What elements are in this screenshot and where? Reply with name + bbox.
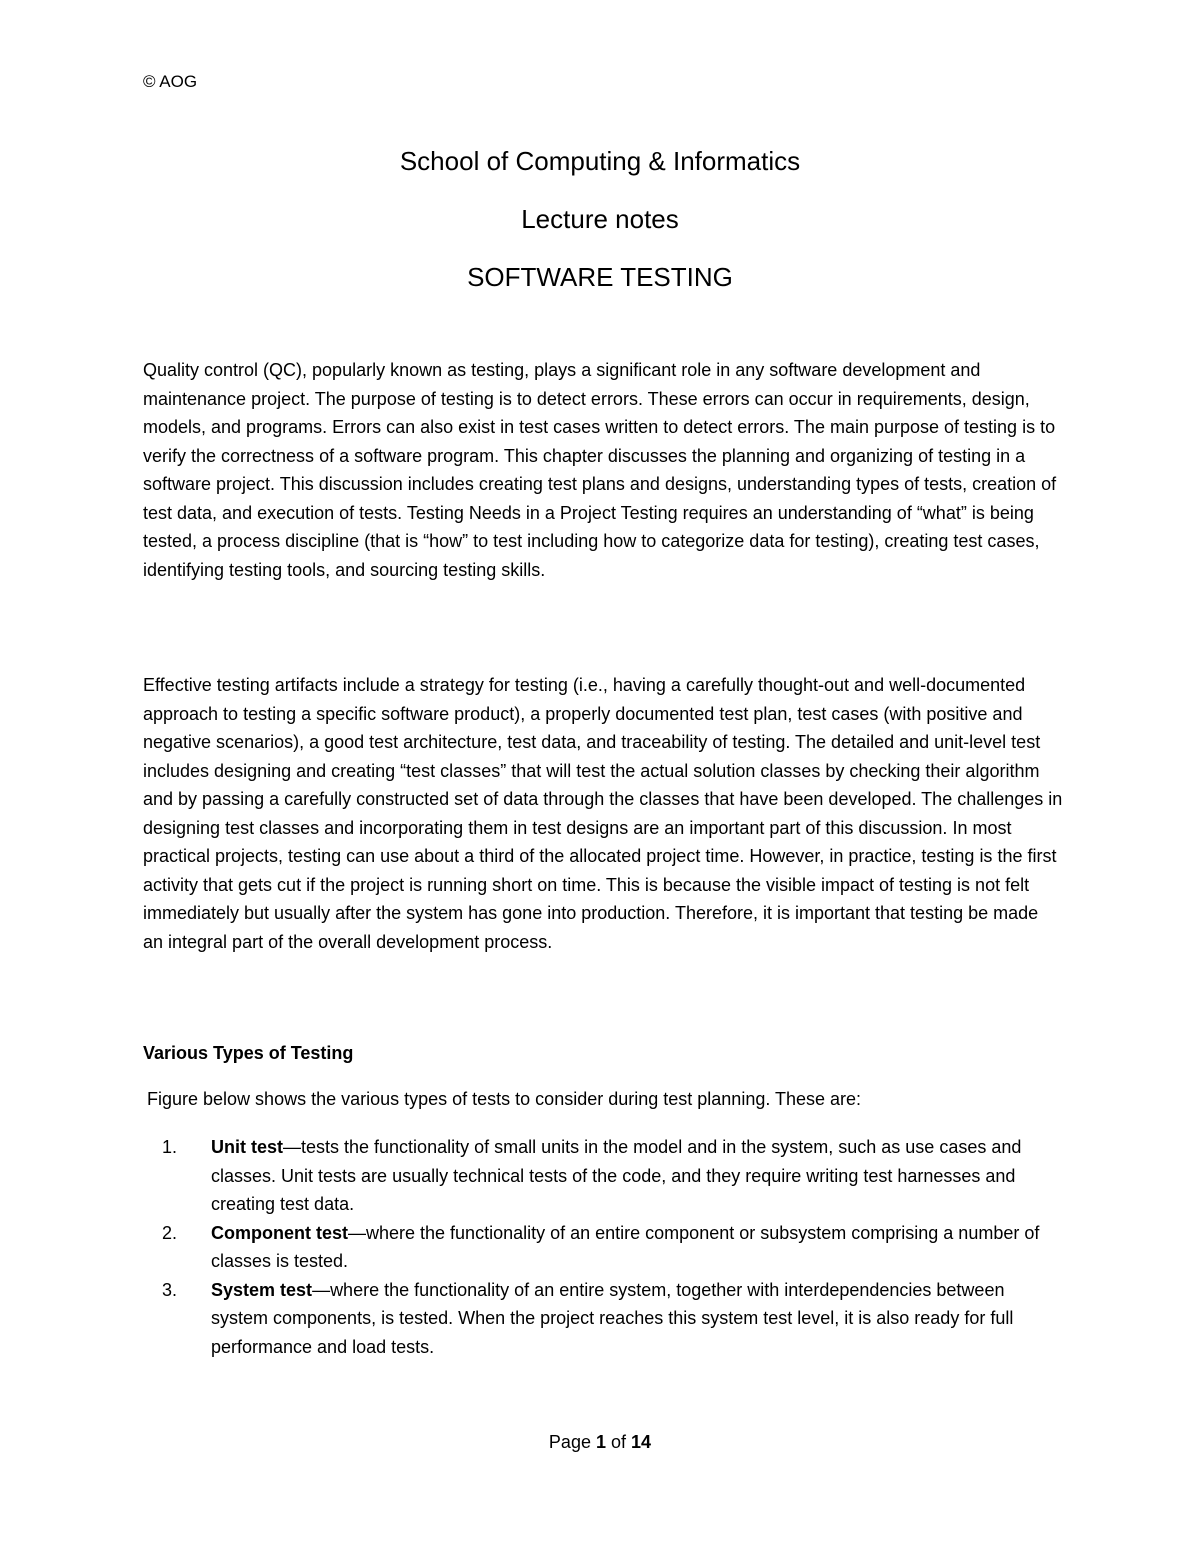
list-item-text: —tests the functionality of small units in the model and in the system, such as use cases and classes. Unit tests are usually technical tests of the code, and they require writing test harnesses and creating test data.	[211, 1137, 1022, 1214]
subject-title: SOFTWARE TESTING	[467, 262, 733, 292]
page-current-number: 1	[595, 1432, 606, 1452]
list-item-term: System test	[211, 1279, 313, 1300]
title-block	[0, 143, 1200, 317]
page-total-number: 14	[631, 1432, 652, 1452]
list-item-term: Component test	[211, 1222, 348, 1243]
copyright-header: © AOG	[143, 72, 198, 91]
testing-types-list	[143, 1133, 1063, 1361]
document-type-title: Lecture notes	[521, 204, 679, 234]
list-item	[143, 1276, 1063, 1362]
section-intro: Figure below shows the various types of tests to consider during test planning. These are:	[147, 1089, 862, 1109]
paragraph-effective-testing: Effective testing artifacts include a strategy for testing (i.e., having a carefully thought-out and well-documented approach to testing a specific software product), a properly documented test plan, test cases (with positive and negative scenarios), a good test architecture, test data, and traceability of testing. The detailed and unit-level test includes designing and creating “test classes” that will test the actual solution classes by checking their algorithm and by passing a carefully constructed set of data through the classes that have been developed. The challenges in designing test classes and incorporating them in test designs are an important part of this discussion. In most practical projects, testing can use about a third of the allocated project time. However, in practice, testing is the first activity that gets cut if the project is running short on time. This is because the visible impact of testing is not felt immediately but usually after the system has gone into production. Therefore, it is important that testing be made an integral part of the overall development process.	[143, 675, 1063, 952]
list-item-number: 3.	[162, 1279, 178, 1300]
list-item-text: —where the functionality of an entire component or subsystem comprising a number of classes is tested.	[211, 1222, 1040, 1271]
section-heading: Various Types of Testing	[143, 1043, 354, 1063]
page-of-word: of	[611, 1432, 627, 1452]
list-item-term: Unit test	[211, 1137, 283, 1157]
list-item	[143, 1133, 1063, 1219]
page-footer	[0, 1432, 1200, 1453]
list-item-number: 2.	[162, 1222, 178, 1243]
list-item	[143, 1219, 1063, 1276]
school-title: School of Computing & Informatics	[399, 146, 801, 176]
list-item-text: —where the functionality of an entire system, together with interdependencies between system components, is tested. When the project reaches this system test level, it is also ready for full performance and load tests.	[211, 1279, 1014, 1357]
page-word: Page	[548, 1432, 591, 1452]
list-item-number: 1.	[162, 1137, 178, 1157]
paragraph-quality-control: Quality control (QC), popularly known as testing, plays a significant role in any software development and maintenance project. The purpose of testing is to detect errors. These errors can occur in requirements, design, models, and programs. Errors can also exist in test cases written to detect errors. The main purpose of testing is to verify the correctness of a software program. This chapter discusses the planning and organizing of testing in a software project. This discussion includes creating test plans and designs, understanding types of tests, creation of test data, and execution of tests. Testing Needs in a Project Testing requires an understanding of “what” is being tested, a process discipline (that is “how” to test including how to categorize data for testing), creating test cases, identifying testing tools, and sourcing testing skills.	[143, 360, 1057, 580]
